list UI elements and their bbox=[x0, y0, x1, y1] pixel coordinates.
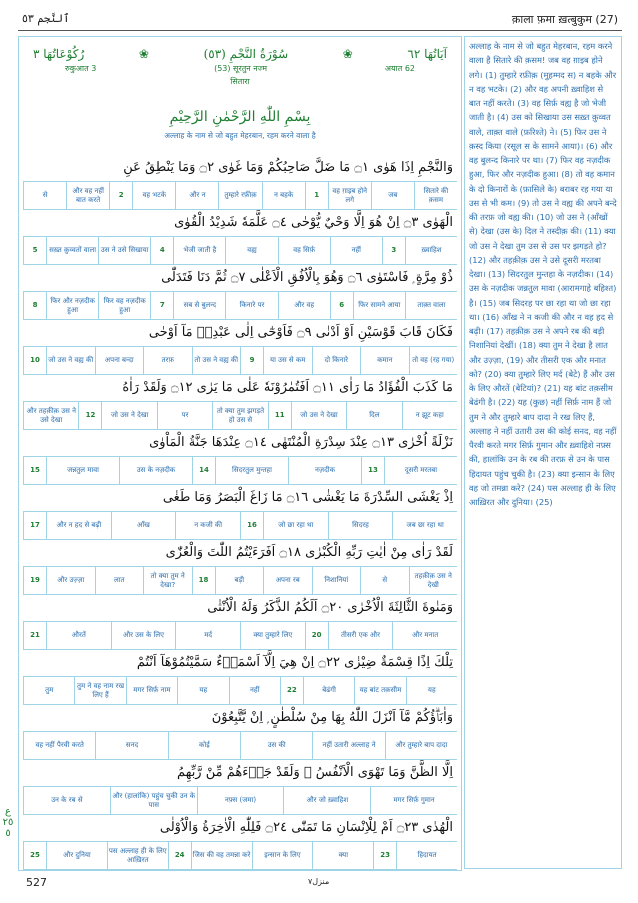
verse-number: 9 bbox=[240, 347, 263, 374]
word-meaning: वह ग़ाइब होने लगे bbox=[328, 182, 371, 209]
word-meaning: वह सिर्फ़ bbox=[278, 237, 330, 264]
word-meaning: तुम bbox=[23, 677, 74, 704]
word-grid bbox=[23, 511, 457, 540]
word-meaning: निशानियां bbox=[312, 567, 361, 594]
word-meaning: ख़्वाहिश bbox=[405, 237, 457, 264]
word-grid bbox=[23, 181, 457, 210]
verse-row bbox=[23, 705, 457, 760]
word-meaning: तो उस ने वह्य की bbox=[192, 347, 241, 374]
word-meaning: फिर वह नज़दीक हुआ bbox=[98, 292, 150, 319]
word-meaning: और दुनिया bbox=[46, 842, 107, 869]
word-meaning: भेजी जाती है bbox=[173, 237, 225, 264]
word-meaning: हिदायत bbox=[396, 842, 457, 869]
word-meaning: लात bbox=[95, 567, 144, 594]
verse-number: 23 bbox=[373, 842, 396, 869]
word-grid bbox=[23, 236, 457, 265]
verse-arabic: وَالنَّجْمِ اِذَا هَوٰى ۝١ مَا ضَلَّ صَاحِبُكُمْ وَمَا غَوٰى ۝٢ وَمَا يَنْطِقُ عَنِ bbox=[123, 160, 453, 175]
ayat-hindi: अयात 62 bbox=[384, 64, 415, 73]
word-meaning: मर्द bbox=[175, 622, 240, 649]
word-meaning: जब छा रहा था bbox=[392, 512, 457, 539]
verse-row bbox=[23, 815, 457, 870]
word-meaning: उस के नज़दीक bbox=[119, 457, 192, 484]
verse-arabic: فَكَانَ قَابَ قَوْسَيْنِ اَوْ اَدْنٰى ۝٩ فَاَوْحٰٓى اِلٰى عَبْدِهٖ مَآ اَوْحٰى bbox=[148, 325, 453, 340]
verse-row bbox=[23, 265, 457, 320]
word-grid bbox=[23, 786, 457, 815]
word-meaning: जो उस ने देखा bbox=[291, 402, 346, 429]
verse-number: 16 bbox=[240, 512, 263, 539]
word-grid bbox=[23, 841, 457, 870]
verse-arabic: لَقَدْ رَاٰى مِنْ اٰيٰتِ رَبِّهِ الْكُبْرٰى ۝١٨ اَفَرَءَيْتُمُ اللّٰتَ وَالْعُزّٰى bbox=[165, 545, 453, 560]
verse-arabic: اِلَّا الظَّنَّ وَمَا تَهْوَى الْاَنْفُسُ ۚ وَلَقَدْ جَاۗءَهُمْ مِّنْ رَّبِّهِمُ bbox=[177, 765, 453, 780]
word-meaning: जो छा रहा था bbox=[263, 512, 328, 539]
verse-number: 5 bbox=[23, 237, 46, 264]
page-number: 527 bbox=[26, 876, 47, 889]
word-meaning: जब bbox=[371, 182, 414, 209]
word-meaning: वह्य bbox=[225, 237, 277, 264]
word-meaning: जिस की वह तमन्ना करे bbox=[191, 842, 252, 869]
basmala-arabic: بِسْمِ اللّٰهِ الرَّحْمٰنِ الرَّحِيْمِ bbox=[169, 109, 311, 125]
word-meaning: न झूट कहा bbox=[402, 402, 457, 429]
verse-number: 24 bbox=[168, 842, 191, 869]
word-meaning: क्या bbox=[312, 842, 373, 869]
translation-text: अल्लाह के नाम से जो बहुत मेहरबान, रहम करने वाला है सितारे की क़सम! जब वह ग़ाइब होने लगे। (1) तुम्हारे रफ़ीक़ (मुहम्मद स) न बहके और न वह भटके। (2) और वह अपनी ख़्वाहिश से बात नहीं करते। (3) वह सिर्फ़ वह्य है जो भेजी जाती है। (4) उस को सिखाया उस सख़्त क़ुव्वत वाले, ताक़्त वाले (फ़रिश्ते) ने। (5) फिर उस ने क़स्द किया (रसूल स के सामने आया)। (6) और वह बुलन्द किनारे पर था। (7) फिर वह नज़दीक हुआ, फिर और नज़दीक हुआ। (8) तो वह कमान के दो किनारों के (फ़ासिले के) बराबर रह गया या उस से भी कम। (9) तो उस ने वह्य की अपने बन्दे की तरफ़ जो वह्य की। (10) जो उस ने (आँखों से) देखा (उस के) दिल ने तस्दीक़ की। (11) क्या जो उस ने देखा तुम उस से उस पर झगड़ते हो? (12) और तहक़ीक़ उस ने उसे दूसरी मरतबा देखा। (13) सिदरतुल मुन्तहा के नज़दीक। (14) उस के नज़दीक जन्नतुल मावा (आरामगाहे बहिश्त) है। (15) जब सिदरह पर छा रहा था जो छा रहा था। (16) आँख ने न कजी की और न वह हद से बढ़ी। (17) तहक़ीक़ उस ने अपने रब की बड़ी निशानियां देखीं। (18) क्या तुम ने देखा है लात और उज़्ज़ा, (19) और तीसरी एक और मनात को? (20) क्या तुम्हारे लिए मर्द (बेटे) हैं और उस के लिए औरतें (बेटियां)? (21) यह बांट तक़सीम बेढंगी है। (22) यह (कुछ) नहीं सिर्फ़ नाम हैं जो तुम ने और तुम्हारे बाप दादा ने रख लिए हैं, अल्लाह ने नहीं उतारी उस की कोई सनद, वह नहीं पैरवी करते मगर सिर्फ़ गुमान और ख़्वाहिशे नफ़्स की, हालांकि उन के रब की तरफ़ से उन के पास हिदायत पहुंच चुकी है। (23) क्या इन्सान के लिए वह जो तमन्ना करे? (24) पस अल्लाह ही के लिए आख़िरत और दुनिया। (25) bbox=[469, 41, 617, 507]
word-grid bbox=[23, 566, 457, 595]
word-meaning: और तुम्हारे बाप दादा bbox=[385, 732, 457, 759]
word-grid bbox=[23, 456, 457, 485]
word-meaning: तो क्या तुम झगड़ते हो उस से bbox=[212, 402, 267, 429]
word-meaning: और उज़्ज़ा bbox=[46, 567, 95, 594]
verse-number: 18 bbox=[192, 567, 215, 594]
word-meaning: और न हद से बढ़ी bbox=[46, 512, 111, 539]
word-meaning: अपना रब bbox=[263, 567, 312, 594]
word-meaning: और वह bbox=[278, 292, 330, 319]
basmala-translation: अल्लाह के नाम से जो बहुत मेहरबान, रहम करने वाला है bbox=[164, 131, 316, 140]
verse-row bbox=[23, 430, 457, 485]
verse-number: 2 bbox=[109, 182, 132, 209]
word-grid bbox=[23, 291, 457, 320]
word-meaning: फिर सामने आया bbox=[353, 292, 405, 319]
word-meaning: यह बांट तक़सीम bbox=[354, 677, 405, 704]
verse-number: 7 bbox=[150, 292, 173, 319]
verse-row bbox=[23, 375, 457, 430]
word-meaning: और वह नहीं बात करते bbox=[66, 182, 109, 209]
word-meaning: आँख bbox=[111, 512, 176, 539]
word-meaning: बड़ी bbox=[215, 567, 264, 594]
verse-number: 1 bbox=[305, 182, 328, 209]
word-grid bbox=[23, 731, 457, 760]
verse-number: 3 bbox=[382, 237, 405, 264]
word-meaning: तहक़ीक़ उस ने देखी bbox=[409, 567, 458, 594]
main-frame bbox=[18, 36, 462, 871]
verse-number: 6 bbox=[330, 292, 353, 319]
word-meaning: सब से बुलन्द bbox=[173, 292, 225, 319]
verse-number: 12 bbox=[78, 402, 101, 429]
word-meaning: बेढंगी bbox=[303, 677, 354, 704]
word-grid bbox=[23, 346, 457, 375]
verse-arabic: وَمَنٰوةَ الثَّالِثَةَ الْاُخْرٰى ۝٢٠ اَلَكُمُ الذَّكَرُ وَلَهُ الْاُنْثٰى bbox=[207, 600, 453, 615]
word-meaning: नफ़्स (जमा) bbox=[197, 787, 284, 814]
word-meaning: तीसरी एक और bbox=[328, 622, 393, 649]
word-grid bbox=[23, 621, 457, 650]
word-meaning: अपना बन्दा bbox=[95, 347, 144, 374]
verse-row bbox=[23, 760, 457, 815]
word-meaning: जो उस ने देखा bbox=[101, 402, 156, 429]
word-meaning: कमान bbox=[360, 347, 409, 374]
verse-row bbox=[23, 210, 457, 265]
verse-number: 22 bbox=[280, 677, 303, 704]
verse-number: 17 bbox=[23, 512, 46, 539]
word-meaning: या उस से कम bbox=[263, 347, 312, 374]
word-meaning: क्या तुम्हारे लिए bbox=[240, 622, 305, 649]
word-meaning: पर bbox=[157, 402, 212, 429]
word-meaning: पस अल्लाह ही के लिए आख़िरत bbox=[107, 842, 168, 869]
verse-number: 10 bbox=[23, 347, 46, 374]
verse-number: 21 bbox=[23, 622, 46, 649]
verse-number: 11 bbox=[268, 402, 291, 429]
word-meaning: जो उस ने वह्य की bbox=[46, 347, 95, 374]
surah-meaning: सितारा bbox=[230, 77, 250, 86]
word-meaning: उस ने उसे सिखाया bbox=[98, 237, 150, 264]
verse-number: 4 bbox=[150, 237, 173, 264]
verse-row bbox=[23, 595, 457, 650]
verse-row bbox=[23, 320, 457, 375]
word-meaning: दूसरी मरतबा bbox=[384, 457, 457, 484]
word-meaning: औरतें bbox=[46, 622, 111, 649]
word-meaning: तो वह (रह गया) bbox=[409, 347, 458, 374]
verse-row bbox=[23, 155, 457, 210]
word-meaning: उस की bbox=[240, 732, 312, 759]
word-meaning: और उस के लिए bbox=[111, 622, 176, 649]
word-meaning: और जो ख़्वाहिश bbox=[283, 787, 370, 814]
ruku-hindi: रुकुआत 3 bbox=[65, 64, 97, 73]
verse-arabic: وَاٰبَاۗؤُكُمْ مَّآ اَنْزَلَ اللّٰهُ بِهَا مِنْ سُلْطٰنٍ ۭ اِنْ يَّتَّبِعُوْنَ bbox=[211, 710, 453, 725]
word-meaning: वह भटके bbox=[132, 182, 175, 209]
verse-number: 13 bbox=[361, 457, 384, 484]
word-meaning: नहीं उतारी अल्लाह ने bbox=[312, 732, 384, 759]
word-meaning: नहीं bbox=[330, 237, 382, 264]
word-meaning: कोई bbox=[168, 732, 240, 759]
verse-row bbox=[23, 540, 457, 595]
verse-number: 19 bbox=[23, 567, 46, 594]
ayat-count: آيَاتُهَا ٦٢ bbox=[407, 47, 447, 61]
word-meaning: इन्सान के लिए bbox=[252, 842, 313, 869]
word-grid bbox=[23, 676, 457, 705]
translation-column bbox=[464, 36, 622, 869]
ruku-count: رُكُوْعَاتُهَا ٣ bbox=[33, 47, 85, 61]
word-meaning: मगर सिर्फ़ नाम bbox=[126, 677, 177, 704]
verse-arabic: نَزْلَةً اُخْرٰى ۝١٣ عِنْدَ سِدْرَةِ الْمُنْتَهٰى ۝١٤ عِنْدَهَا جَنَّةُ الْمَاْوٰى bbox=[149, 435, 453, 450]
word-meaning: और न bbox=[175, 182, 218, 209]
word-meaning: यह bbox=[177, 677, 228, 704]
word-meaning: सख़्त क़ुव्वतों वाला bbox=[46, 237, 98, 264]
word-meaning: नहीं bbox=[229, 677, 280, 704]
word-meaning: से bbox=[23, 182, 66, 209]
ruku-marker: ع ٢٥ ٥ bbox=[2, 806, 14, 839]
word-meaning: न बहके bbox=[262, 182, 305, 209]
verse-number: 8 bbox=[23, 292, 46, 319]
word-meaning: सिदरह bbox=[328, 512, 393, 539]
page-footer bbox=[18, 874, 622, 894]
verse-number: 14 bbox=[192, 457, 215, 484]
word-meaning: तुम्हारे रफ़ीक़ bbox=[218, 182, 261, 209]
word-meaning: वह नहीं पैरवी करते bbox=[23, 732, 95, 759]
verse-arabic: الْهَوٰى ۝٣ اِنْ هُوَ اِلَّا وَحْيٌ يُّوْحٰى ۝٤ عَلَّمَهٗ شَدِيْدُ الْقُوٰى bbox=[174, 215, 453, 230]
word-grid bbox=[23, 401, 457, 430]
verse-arabic: اِذْ يَغْشَى السِّدْرَةَ مَا يَغْشٰى ۝١٦ مَا زَاغَ الْبَصَرُ وَمَا طَغٰى bbox=[162, 490, 453, 505]
verse-row bbox=[23, 650, 457, 705]
word-meaning: सितारे की क़सम bbox=[414, 182, 457, 209]
word-meaning: और तहक़ीक़ उस ने उसे देखा bbox=[23, 402, 78, 429]
surah-name: (٥٣) سُوْرَةُ النَّجْمِ bbox=[203, 47, 289, 61]
verse-row bbox=[23, 485, 457, 540]
word-meaning: नज़दीक bbox=[288, 457, 361, 484]
word-meaning: से bbox=[360, 567, 409, 594]
word-meaning: किनारे पर bbox=[225, 292, 277, 319]
verse-number: 20 bbox=[305, 622, 328, 649]
header-surah: ٱلنَّجم ٥٣ bbox=[22, 12, 70, 25]
verse-arabic: الْهُدٰى ۝٢٣ اَمْ لِلْاِنْسَانِ مَا تَمَنّٰى ۝٢٤ فَلِلّٰهِ الْاٰخِرَةُ وَالْاُوْلٰى bbox=[159, 820, 453, 835]
basmala bbox=[19, 103, 461, 151]
page-header bbox=[18, 8, 622, 31]
surah-title-box bbox=[25, 41, 455, 101]
rosette-icon: ❀ bbox=[138, 47, 149, 61]
word-meaning: सनद bbox=[95, 732, 167, 759]
word-meaning: मगर सिर्फ़ गुमान bbox=[370, 787, 457, 814]
verse-arabic: تِلْكَ اِذًا قِسْمَةٌ ضِيْزٰى ۝٢٢ اِنْ هِيَ اِلَّآ اَسْمَاۗءٌ سَمَّيْتُمُوْهَآ اَنْتُمْ bbox=[136, 655, 453, 670]
verse-number: 15 bbox=[23, 457, 46, 484]
word-meaning: यह bbox=[406, 677, 457, 704]
word-meaning: फिर और नज़दीक हुआ bbox=[46, 292, 98, 319]
word-meaning: तो क्या तुम ने देखा? bbox=[143, 567, 192, 594]
word-meaning: और मनात bbox=[392, 622, 457, 649]
word-meaning: और (हालांकि) पहुंच चुकी उन के पास bbox=[110, 787, 197, 814]
word-meaning: दो किनारे bbox=[312, 347, 361, 374]
surah-hindi: (53) सूरतुन नज्म bbox=[214, 64, 268, 73]
header-juz: क़ाला फ़मा ख़त्बुकुम (27) bbox=[511, 13, 618, 26]
word-meaning: दिल bbox=[346, 402, 401, 429]
rosette-icon: ❀ bbox=[342, 47, 353, 61]
word-meaning: न कजी की bbox=[175, 512, 240, 539]
word-meaning: ताक़्त वाला bbox=[405, 292, 457, 319]
word-meaning: तरफ़ bbox=[143, 347, 192, 374]
word-meaning: जन्नतुल मावा bbox=[46, 457, 119, 484]
verse-arabic: مَا كَذَبَ الْفُؤَادُ مَا رَاٰى ۝١١ اَفَتُمٰرُوْنَهٗ عَلٰى مَا يَرٰى ۝١٢ وَلَقَدْ رَاٰهُ bbox=[122, 380, 453, 395]
verse-arabic: ذُوْ مِرَّةٍ ۭ فَاسْتَوٰى ۝٦ وَهُوَ بِالْاُفُقِ الْاَعْلٰى ۝٧ ثُمَّ دَنَا فَتَدَلّٰى bbox=[161, 270, 453, 285]
manzil-marker: منزل٧ bbox=[308, 877, 330, 886]
word-meaning: सिदरतुल मुन्तहा bbox=[215, 457, 288, 484]
word-meaning: तुम ने वह नाम रख लिए हैं bbox=[74, 677, 125, 704]
word-meaning: उन के रब से bbox=[23, 787, 110, 814]
verse-number: 25 bbox=[23, 842, 46, 869]
